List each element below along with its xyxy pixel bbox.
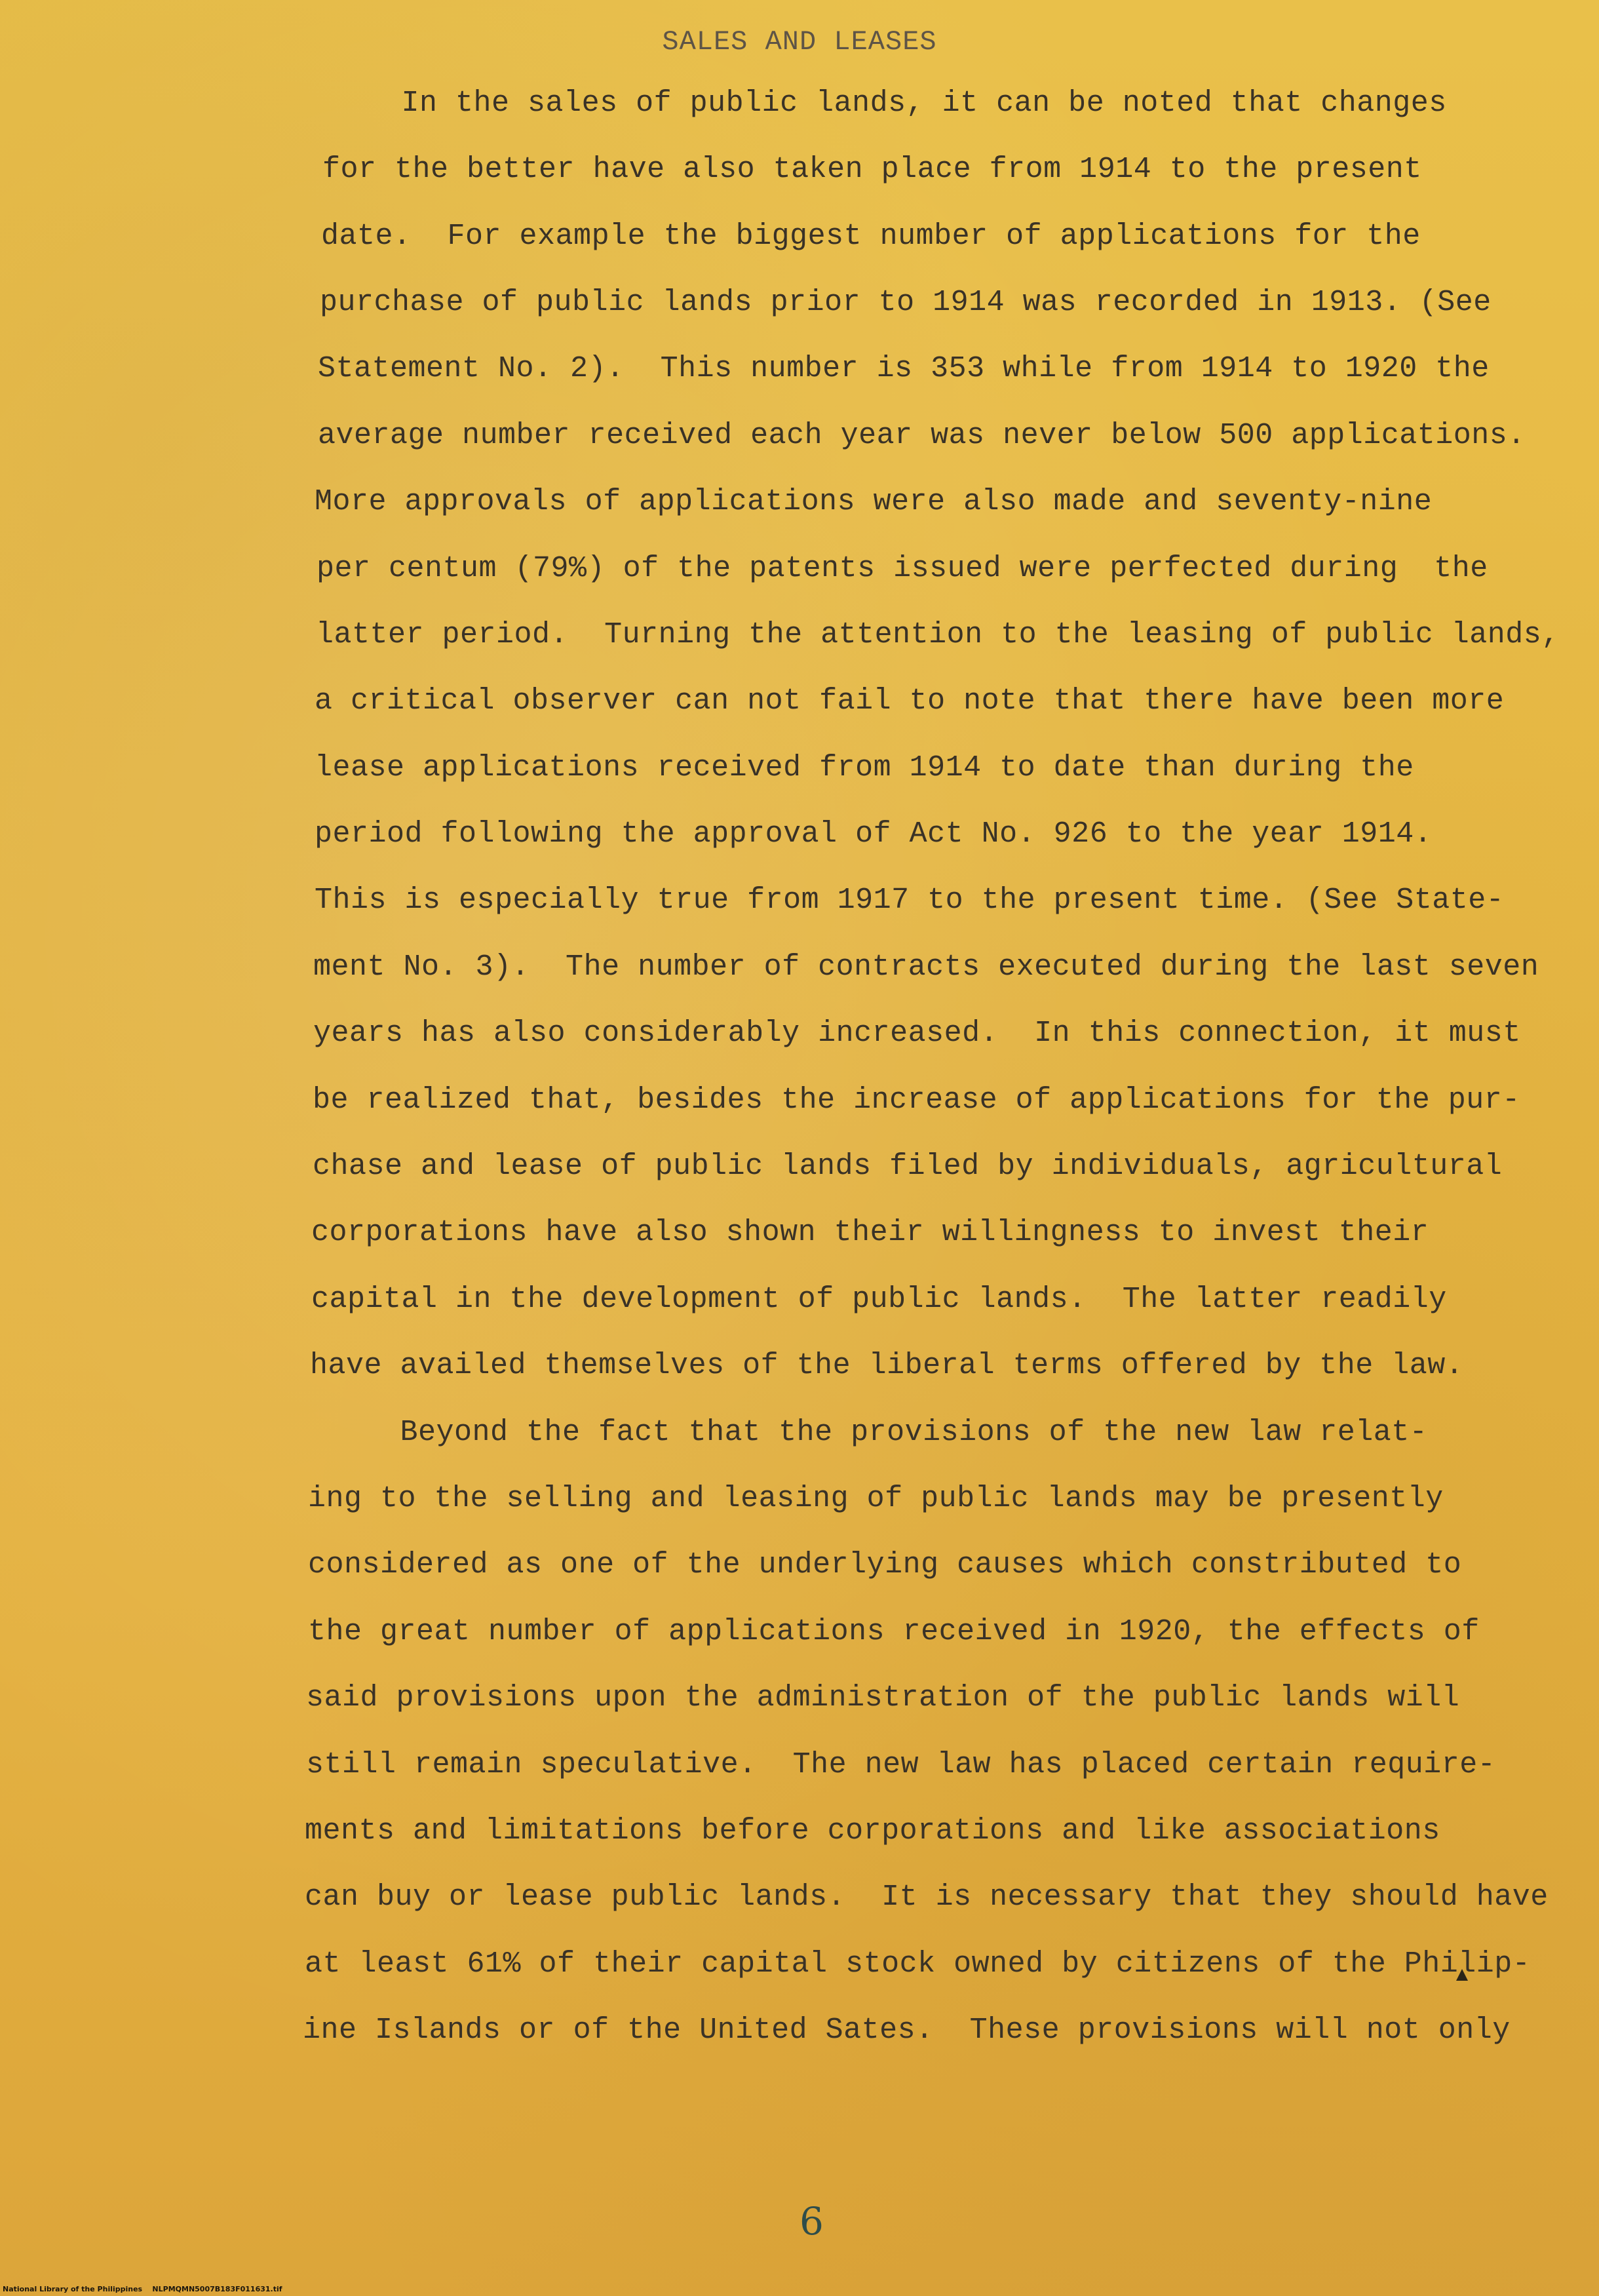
text-line: This is especially true from 1917 to the present time. (See State- — [315, 884, 1505, 917]
archive-footer: National Library of the Philippines NLPMQMN5007B183F011631.tif — [3, 2285, 282, 2293]
page-title: SALES AND LEASES — [662, 26, 937, 58]
text-line: be realized that, besides the increase of applications for the pur- — [313, 1083, 1520, 1117]
text-line: ine Islands or of the United Sates. These provisions will not only — [303, 2014, 1511, 2047]
text-line: can buy or lease public lands. It is necessary that they should have — [305, 1880, 1549, 1914]
text-line: lease applications received from 1914 to date than during the — [315, 751, 1414, 785]
text-line: the great number of applications received in 1920, the effects of — [308, 1615, 1480, 1648]
text-line: years has also considerably increased. In this connection, it must — [313, 1017, 1521, 1050]
text-line: for the better have also taken place from 1914 to the present — [322, 153, 1422, 186]
text-line: ing to the selling and leasing of public lands may be presently — [308, 1482, 1444, 1515]
text-line: latter period. Turning the attention to the leasing of public lands, — [316, 618, 1560, 652]
text-line: In the sales of public lands, it can be noted that changes — [311, 87, 1447, 120]
text-line: a critical observer can not fail to note that there have been more — [315, 684, 1505, 718]
text-line: ment No. 3). The number of contracts executed during the last seven — [313, 950, 1539, 984]
text-line: ments and limitations before corporations and like associations — [305, 1814, 1440, 1848]
text-line: still remain speculative. The new law has placed certain require- — [306, 1748, 1496, 1781]
text-line: per centum (79%) of the patents issued were perfected during the — [317, 552, 1488, 585]
text-line: Beyond the fact that the provisions of the new law relat- — [310, 1416, 1428, 1449]
text-line: considered as one of the underlying causes which constributed to — [308, 1548, 1462, 1582]
text-line: capital in the development of public lands. The latter readily — [311, 1283, 1447, 1316]
marginal-caret-mark — [1456, 1969, 1468, 1981]
text-line: purchase of public lands prior to 1914 was recorded in 1913. (See — [320, 286, 1492, 319]
text-line: at least 61% of their capital stock owned by citizens of the Philip- — [305, 1947, 1531, 1981]
text-line: More approvals of applications were also made and seventy-nine — [315, 485, 1433, 518]
text-line: Statement No. 2). This number is 353 while from 1914 to 1920 the — [318, 352, 1490, 385]
text-line: chase and lease of public lands filed by individuals, agricultural — [313, 1150, 1503, 1183]
text-line: date. For example the biggest number of applications for the — [321, 220, 1421, 253]
text-line: have availed themselves of the liberal terms offered by the law. — [310, 1349, 1464, 1382]
text-line: period following the approval of Act No. 926 to the year 1914. — [315, 817, 1433, 851]
text-line: corporations have also shown their willingness to invest their — [311, 1216, 1429, 1249]
text-line: average number received each year was never below 500 applications. — [318, 419, 1526, 452]
text-line: said provisions upon the administration of the public lands will — [306, 1681, 1460, 1715]
page-number: 6 — [800, 2199, 824, 2244]
